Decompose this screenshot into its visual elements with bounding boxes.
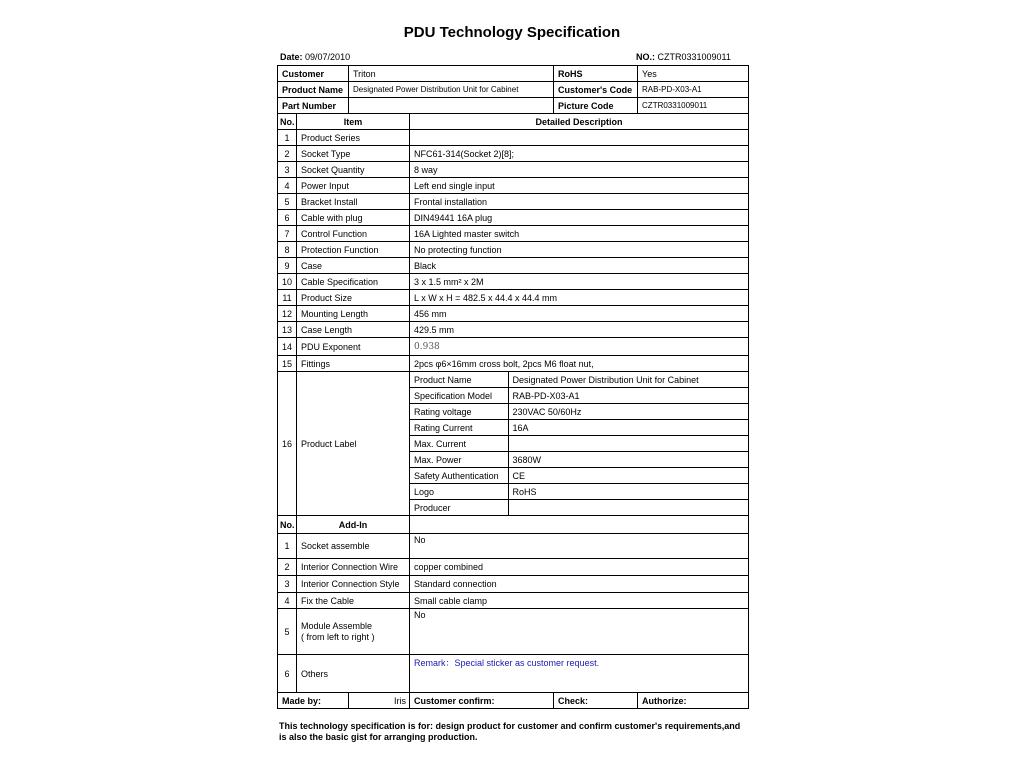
customer-confirm-label: Customer confirm: [410, 693, 554, 709]
date-value: 09/07/2010 [305, 52, 351, 62]
doc-number-value: CZTR0331009011 [657, 52, 731, 62]
label-field-key: Product Name [410, 372, 508, 388]
row-desc: No [410, 534, 749, 559]
row-no: 3 [278, 162, 297, 178]
label-field-value: RAB-PD-X03-A1 [508, 388, 748, 404]
row-item: Interior Connection Style [297, 576, 410, 593]
row-item [297, 609, 410, 655]
label-field [410, 388, 748, 404]
row-item: Bracket Install [297, 194, 410, 210]
row-item: Socket Quantity [297, 162, 410, 178]
addin-row [278, 655, 749, 693]
row-item: Cable with plug [297, 210, 410, 226]
row-no: 1 [278, 130, 297, 146]
row-desc: 3 x 1.5 mm² x 2M [410, 274, 749, 290]
label-field-key: Rating voltage [410, 404, 508, 420]
row-no: 5 [278, 609, 297, 655]
label-field-key: Specification Model [410, 388, 508, 404]
row-no: 2 [278, 559, 297, 576]
row-desc: Black [410, 258, 749, 274]
customer-value: Triton [349, 66, 554, 82]
label-field [410, 372, 748, 388]
table-row [278, 178, 749, 194]
row-desc: Left end single input [410, 178, 749, 194]
doc-number-label: NO.: [636, 52, 655, 62]
row-desc: copper combined [410, 559, 749, 576]
row-item: Case Length [297, 322, 410, 338]
items-header-row [278, 114, 749, 130]
table-row [278, 162, 749, 178]
row-desc: L x W x H = 482.5 x 44.4 x 44.4 mm [410, 290, 749, 306]
label-field-value: 3680W [508, 452, 748, 468]
row-desc: Frontal installation [410, 194, 749, 210]
row-no: 13 [278, 322, 297, 338]
label-field [410, 500, 748, 516]
row-item: Fix the Cable [297, 593, 410, 609]
addin-header-blank [410, 516, 749, 534]
row-desc: DIN49441 16A plug [410, 210, 749, 226]
row-item: Others [297, 655, 410, 693]
row-desc: Standard connection [410, 576, 749, 593]
spec-table [277, 65, 749, 709]
table-row [278, 130, 749, 146]
picture-code-value: CZTR0331009011 [638, 98, 749, 114]
label-field-key: Rating Current [410, 420, 508, 436]
table-row [278, 210, 749, 226]
authorize-label: Authorize: [638, 693, 749, 709]
table-row [278, 226, 749, 242]
header-no: No. [278, 114, 297, 130]
row-item: PDU Exponent [297, 338, 410, 356]
label-field-value: CE [508, 468, 748, 484]
check-label: Check: [554, 693, 638, 709]
row-no: 16 [278, 372, 297, 516]
part-number-label: Part Number [278, 98, 349, 114]
row-item: Socket assemble [297, 534, 410, 559]
row-desc: 456 mm [410, 306, 749, 322]
row-item: Power Input [297, 178, 410, 194]
row-no: 4 [278, 178, 297, 194]
info-row-part-number [278, 98, 749, 114]
label-field [410, 484, 748, 500]
addin-row [278, 534, 749, 559]
addin-row [278, 559, 749, 576]
row-no: 12 [278, 306, 297, 322]
row-item: Product Label [297, 372, 410, 516]
row-desc: Small cable clamp [410, 593, 749, 609]
row-desc: 429.5 mm [410, 322, 749, 338]
label-field-key: Max. Power [410, 452, 508, 468]
row-desc: No [410, 609, 749, 655]
row-no: 2 [278, 146, 297, 162]
label-field-value: 16A [508, 420, 748, 436]
row-item-line1: Module Assemble [301, 620, 373, 631]
doc-number-line [636, 52, 731, 62]
label-field [410, 404, 748, 420]
made-by-value: Iris [349, 693, 410, 709]
rohs-label: RoHS [554, 66, 638, 82]
row-desc [410, 130, 749, 146]
row-no: 6 [278, 210, 297, 226]
row-no: 8 [278, 242, 297, 258]
table-row [278, 242, 749, 258]
row-desc: 16A Lighted master switch [410, 226, 749, 242]
header-item: Item [297, 114, 410, 130]
label-field [410, 468, 748, 484]
label-field-key: Logo [410, 484, 508, 500]
row-item: Protection Function [297, 242, 410, 258]
table-row [278, 258, 749, 274]
rohs-value: Yes [638, 66, 749, 82]
product-label-row [278, 372, 749, 516]
row-no: 11 [278, 290, 297, 306]
label-field [410, 420, 748, 436]
part-number-value [349, 98, 554, 114]
row-no: 6 [278, 655, 297, 693]
label-field-value [508, 436, 748, 452]
row-item: Product Series [297, 130, 410, 146]
table-row [278, 274, 749, 290]
addin-header-item: Add-In [297, 516, 410, 534]
label-field-key: Safety Authentication [410, 468, 508, 484]
row-no: 4 [278, 593, 297, 609]
table-row [278, 338, 749, 356]
table-row [278, 290, 749, 306]
row-item: Socket Type [297, 146, 410, 162]
row-desc: NFC61-314(Socket 2)[8]; [410, 146, 749, 162]
date-line [280, 52, 350, 62]
table-row [278, 194, 749, 210]
table-row [278, 306, 749, 322]
document-title: PDU Technology Specification [403, 24, 621, 41]
product-name-label: Product Name [278, 82, 349, 98]
addin-header-no: No. [278, 516, 297, 534]
product-name-value: Designated Power Distribution Unit for Cabinet [349, 82, 554, 98]
row-desc: 8 way [410, 162, 749, 178]
label-field-value: Designated Power Distribution Unit for Cabinet [508, 372, 748, 388]
row-item: Case [297, 258, 410, 274]
signature-row [278, 693, 749, 709]
product-label-details [410, 372, 749, 516]
row-no: 15 [278, 356, 297, 372]
row-item: Mounting Length [297, 306, 410, 322]
addin-header-row [278, 516, 749, 534]
row-no: 10 [278, 274, 297, 290]
row-no: 14 [278, 338, 297, 356]
addin-row [278, 593, 749, 609]
info-row-customer [278, 66, 749, 82]
made-by-label: Made by: [278, 693, 349, 709]
customers-code-label: Customer's Code [554, 82, 638, 98]
label-field-value: 230VAC 50/60Hz [508, 404, 748, 420]
row-no: 5 [278, 194, 297, 210]
row-no: 1 [278, 534, 297, 559]
row-no: 9 [278, 258, 297, 274]
table-row [278, 322, 749, 338]
row-item: Fittings [297, 356, 410, 372]
row-desc: 0.938 [410, 338, 749, 356]
date-label: Date: [280, 52, 303, 62]
customer-label: Customer [278, 66, 349, 82]
row-no: 7 [278, 226, 297, 242]
footnote: This technology specification is for: design product for customer and confirm customer's requirements,and is also the basic gist for arranging production. [279, 721, 741, 742]
row-desc-remark: Remark：Special sticker as customer request. [410, 655, 749, 693]
label-field [410, 436, 748, 452]
table-row [278, 356, 749, 372]
info-row-product-name [278, 82, 749, 98]
row-item: Product Size [297, 290, 410, 306]
picture-code-label: Picture Code [554, 98, 638, 114]
table-row [278, 146, 749, 162]
row-item-line2: ( from left to right ) [301, 631, 375, 642]
customers-code-value: RAB-PD-X03-A1 [638, 82, 749, 98]
row-desc: No protecting function [410, 242, 749, 258]
label-field-key: Producer [410, 500, 508, 516]
row-desc: 2pcs φ6×16mm cross bolt, 2pcs M6 float nut, [410, 356, 749, 372]
row-item: Control Function [297, 226, 410, 242]
label-field-value [508, 500, 748, 516]
addin-row [278, 609, 749, 655]
addin-row [278, 576, 749, 593]
header-detailed-description: Detailed Description [410, 114, 749, 130]
row-no: 3 [278, 576, 297, 593]
product-label-table [410, 372, 748, 515]
label-field-key: Max. Current [410, 436, 508, 452]
label-field [410, 452, 748, 468]
label-field-value: RoHS [508, 484, 748, 500]
row-item: Interior Connection Wire [297, 559, 410, 576]
row-item: Cable Specification [297, 274, 410, 290]
